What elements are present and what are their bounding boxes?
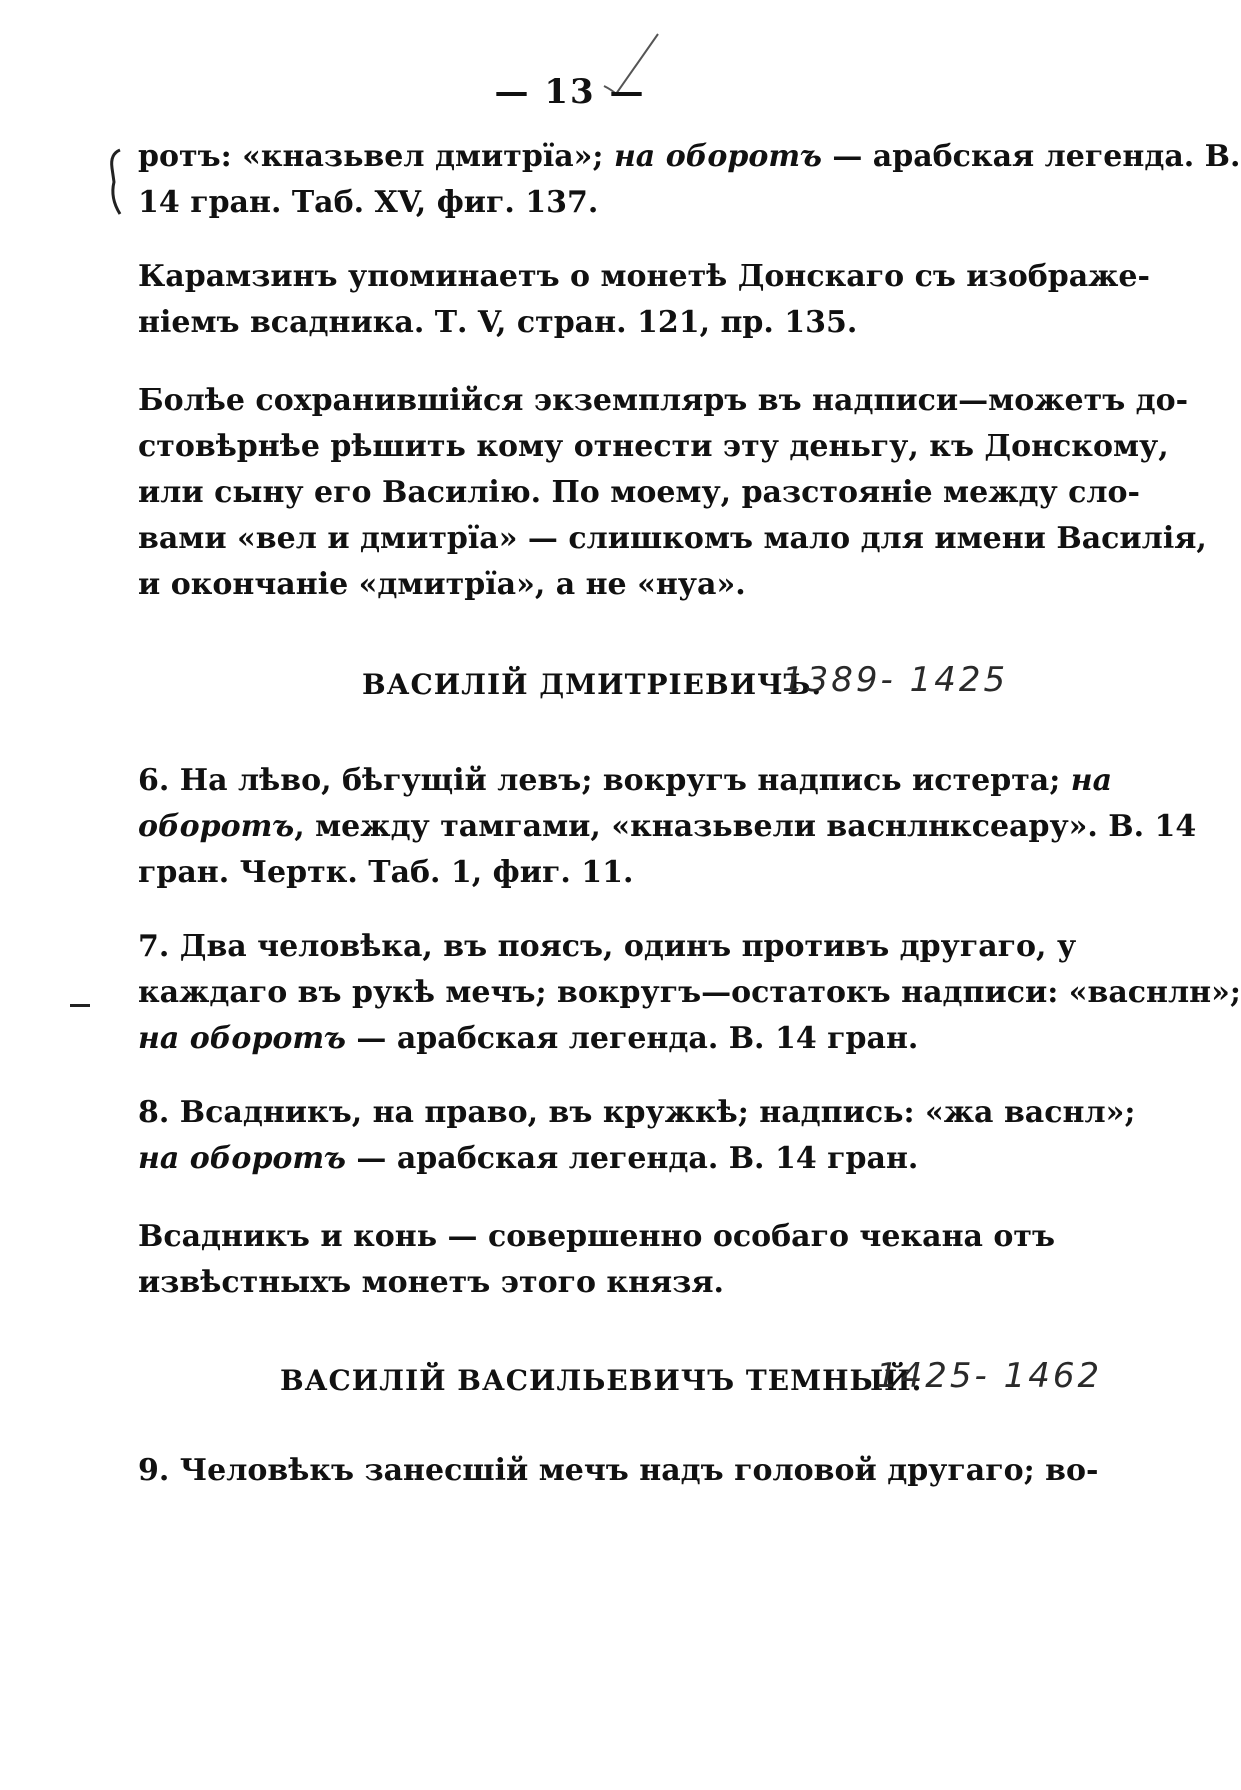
text-run: 14 гран. Таб. XV, фиг. 137. [138, 185, 599, 220]
text-run: вами «вел и дмитрїа» — слишкомъ мало для имени Василiя, [138, 521, 1207, 556]
text-run: Карамзинъ упоминаетъ о монетѣ Донскаго съ изображе- [138, 259, 1150, 294]
handwritten-years-annotation: 1425- 1462 [876, 1356, 1103, 1396]
section-heading-vasily-vasilievich-temny: ВАСИЛIЙ ВАСИЛЬЕВИЧЪ ТЕМНЫЙ. [280, 1364, 923, 1397]
paragraph-line [138, 300, 974, 346]
text-run: Всадникъ и конь — совершенно особаго чекана отъ [138, 1219, 1056, 1254]
paragraph-3 [138, 378, 1207, 608]
paragraph-line [138, 804, 1197, 850]
text-run: гран. Чертк. Таб. 1, фиг. 11. [138, 855, 634, 890]
italic-run: на оборотъ [138, 1021, 346, 1056]
text-run: стовѣрнѣе рѣшить кому отнести эту деньгу, къ Донскому, [138, 429, 1169, 464]
paragraph-7 [138, 1214, 1056, 1306]
paragraph-8 [138, 1448, 1099, 1494]
paragraph-line [138, 1016, 974, 1062]
text-run: нiемъ всадника. Т. V, стран. 121, пр. 135. [138, 305, 858, 340]
paragraph-4 [138, 758, 1197, 896]
italic-run: на оборотъ [613, 139, 822, 174]
paragraph-line [138, 1090, 1136, 1136]
text-run: каждаго въ рукѣ мечъ; вокругъ—остатокъ надписи: «васнлн»; [138, 975, 1241, 1010]
paragraph-line [138, 850, 974, 896]
text-run: или сыну его Василiю. По моему, разстоянiе между сло- [138, 475, 1141, 510]
italic-run: на [1070, 763, 1113, 798]
paragraph-line [138, 970, 1241, 1016]
paragraph-line [138, 1260, 974, 1306]
italic-run: оборотъ [138, 809, 295, 844]
paragraph-line [138, 1136, 974, 1182]
italic-run: на оборотъ [138, 1141, 346, 1176]
paragraph-5 [138, 924, 1241, 1062]
text-run: , между тамгами, «кназьвели васнлнксеару». В. 14 [294, 809, 1197, 844]
paragraph-line [138, 1448, 1099, 1494]
paragraph-6 [138, 1090, 1136, 1182]
paragraph-1 [138, 134, 1241, 226]
paragraph-line [138, 562, 974, 608]
paragraph-line [138, 424, 1169, 470]
text-run: 6. На лѣво, бѣгущiй левъ; вокругъ надпись истерта; [138, 763, 1071, 798]
section-heading-vasily-dmitrievich: ВАСИЛIЙ ДМИТРIЕВИЧЪ. [362, 668, 823, 701]
page-number: — 13 — [494, 72, 646, 112]
text-run: Болѣе сохранившiйся экземпляръ въ надписи—можетъ до- [138, 383, 1189, 418]
margin-dash-mark [70, 1004, 90, 1007]
paragraph-line [138, 1214, 1056, 1260]
paragraph-line [138, 758, 1113, 804]
text-run: 8. Всадникъ, на право, въ кружкѣ; надпись: «жа васнл»; [138, 1095, 1136, 1130]
text-run: — арабская легенда. В. 14 гран. [345, 1141, 919, 1176]
paragraph-line [138, 134, 1241, 180]
margin-bracket-mark [106, 148, 124, 218]
text-run: 9. Человѣкъ занесшiй мечъ надъ головой другаго; во- [138, 1453, 1099, 1488]
paragraph-line [138, 924, 1077, 970]
text-run: 7. Два человѣка, въ поясъ, одинъ противъ другаго, у [138, 929, 1077, 964]
paragraph-line [138, 470, 1141, 516]
paragraph-line [138, 378, 1189, 424]
text-run: ротъ: «кназьвел дмитрїа»; [138, 139, 614, 174]
paragraph-line [138, 254, 1150, 300]
handwritten-years-annotation: 1389- 1425 [782, 660, 1009, 700]
text-run: — арабская легенда. В. 14 гран. [345, 1021, 919, 1056]
paragraph-line [138, 180, 974, 226]
text-run: извѣстныхъ монетъ этого князя. [138, 1265, 724, 1300]
text-run: и окончанiе «дмитрїа», а не «нуа». [138, 567, 746, 602]
paragraph-2 [138, 254, 1150, 346]
paragraph-line [138, 516, 1207, 562]
text-run: — арабская легенда. В. [821, 139, 1241, 174]
